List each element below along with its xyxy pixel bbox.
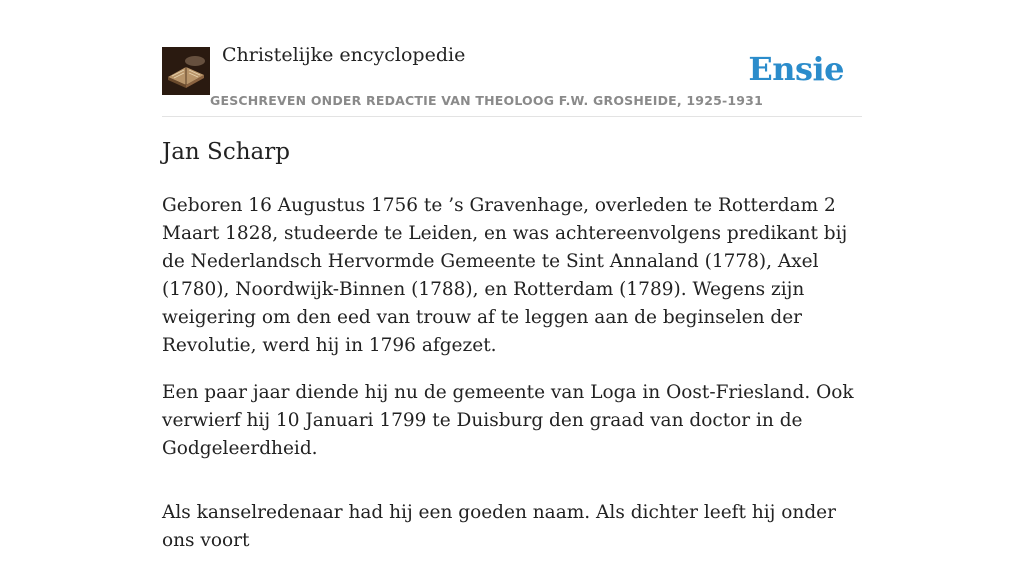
article-paragraph: Als kanselredenaar had hij een goeden naam. Als dichter leeft hij onder ons voort [162, 502, 836, 551]
site-header [162, 0, 862, 117]
article-paragraph: Geboren 16 Augustus 1756 te ’s Gravenhage, overleden te Rotterdam 2 Maart 1828, studeerde te Leiden, en was achtereenvolgens predikant bij de Nederlandsch Hervormde Gemeente te Sint Annaland (1778), Axel (1780), Noordwijk-Binnen (1788), en Rotterdam (1789). Wegens zijn weigering om den eed van trouw af te leggen aan de beginselen der Revolutie, werd hij in 1796 afgezet. [162, 195, 848, 356]
brand-logo[interactable]: Ensie [748, 50, 844, 88]
article-title: Jan Scharp [162, 139, 290, 165]
site-title[interactable]: Christelijke encyclopedie [222, 44, 466, 66]
article-body [162, 192, 862, 574]
content-container [162, 0, 862, 551]
article-paragraph: Een paar jaar diende hij nu de gemeente van Loga in Oost-Friesland. Ook verwierf hij 10 Januari 1799 te Duisburg den graad van doctor in de Godgeleerdheid. [162, 382, 854, 459]
site-subtitle: GESCHREVEN ONDER REDACTIE VAN THEOLOOG F.W. GROSHEIDE, 1925-1931 [210, 93, 763, 108]
encyclopedia-avatar[interactable] [162, 47, 210, 95]
book-photo-icon [162, 47, 210, 95]
